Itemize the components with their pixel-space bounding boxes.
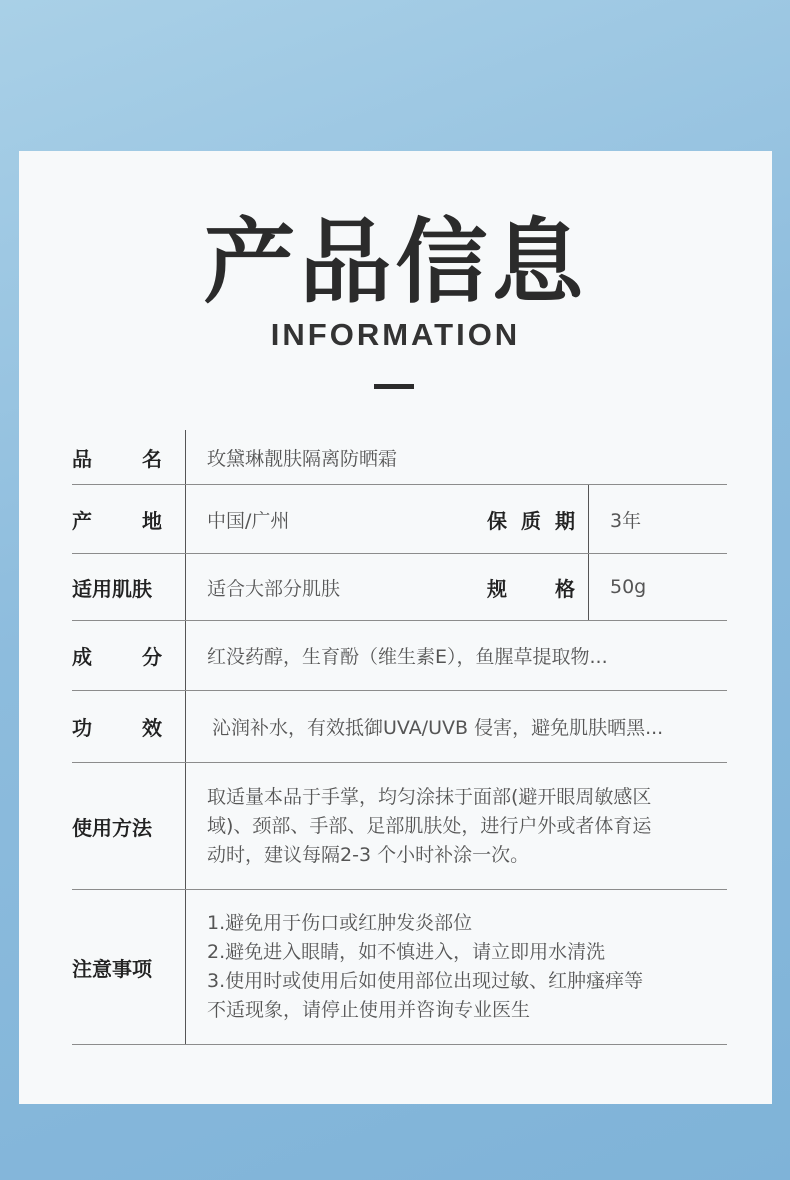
row-value: 红没药醇，生育酚（维生素E），鱼腥草提取物... (207, 646, 608, 668)
row-label-shelf-life: 保 质 期 (487, 508, 575, 533)
row-label: 适用肌肤 (72, 576, 152, 601)
row-usage (72, 763, 727, 890)
row-notes (72, 890, 727, 1045)
row-label-spec: 规 格 (487, 576, 575, 601)
row-value-spec: 50g (610, 576, 647, 598)
row-label: 成 分 (72, 645, 162, 669)
row-value: 中国/广州 (207, 509, 290, 532)
info-card (19, 151, 772, 1104)
row-label: 产 地 (72, 508, 162, 533)
row-value: 沁润补水，有效抵御UVA/UVB 侵害，避免肌肤晒黑... (212, 717, 664, 739)
row-ingredients (72, 621, 727, 691)
row-value-shelf-life: 3年 (610, 509, 642, 532)
row-label: 品 名 (72, 446, 162, 471)
row-effect (72, 691, 727, 763)
row-value: 取适量本品于手掌，均匀涂抹于面部(避开眼周敏感区 域)、颈部、手部、足部肌肤处，进行户外或者体育运 动时，建议每隔2-3 个小时补涂一次。 (207, 785, 652, 866)
row-value: 玫黛琳靓肤隔离防晒霜 (207, 447, 398, 470)
row-origin (72, 485, 727, 554)
info-table (72, 430, 727, 1045)
title-divider (374, 384, 414, 389)
row-value: 1.避免用于伤口或红肿发炎部位 2.避免进入眼睛，如不慎进入，请立即用水清洗 3.使用时或使用后如使用部位出现过敏、红肿瘙痒等 不适现象，请停止使用并咨询专业医生 (207, 912, 644, 1021)
row-label: 注意事项 (72, 956, 152, 981)
row-label: 使用方法 (72, 815, 152, 840)
row-label: 功 效 (72, 716, 162, 740)
page-title: 产品信息 (203, 209, 588, 316)
row-skin (72, 554, 727, 621)
row-name (72, 430, 727, 485)
row-value: 适合大部分肌肤 (207, 577, 341, 600)
page-subtitle: INFORMATION (270, 317, 521, 352)
